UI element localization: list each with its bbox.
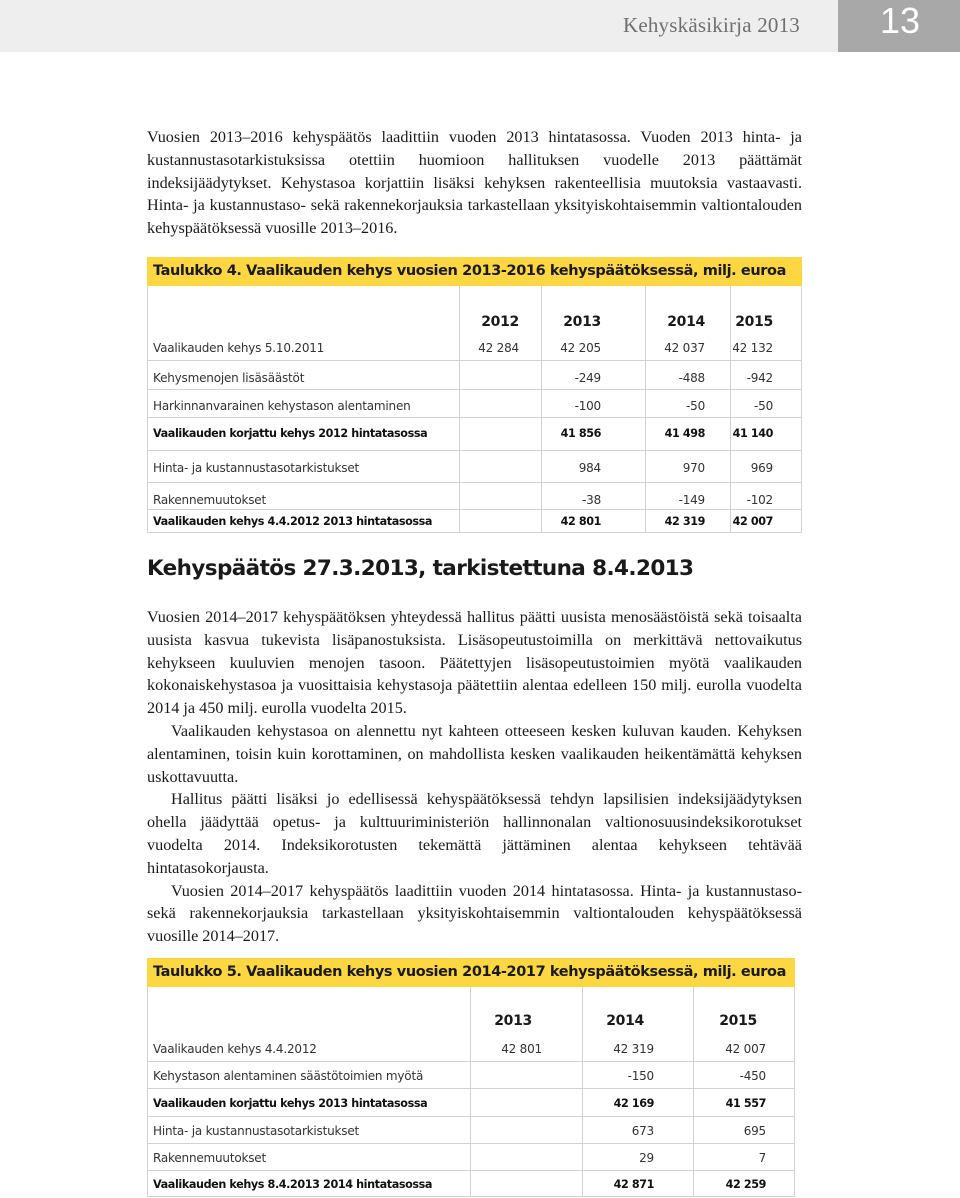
table-cell: -450	[739, 1069, 766, 1083]
table-cell: 42 801	[501, 1042, 542, 1056]
body-paragraph: Vuosien 2014–2017 kehyspäätöksen yhteydessä hallitus päätti uusista menosäästöistä sekä toisaalta uusista kasvua tukevista lisäpanostuksista. Lisäsopeutustoimilla on merkittävä nettovaikutus kehykseen kuuluvien menojen tasoon. Päätettyjen lisäsopeutustoimien myötä vaalikauden kokonaiskehystasoa ja vuosittaisia kehystasoja päätettiin alentaa edelleen 150 milj. eurolla vuodelta 2014 ja 450 milj. eurolla vuodelta 2015.	[147, 608, 802, 718]
table-cell: -149	[678, 493, 705, 507]
table-row-label: Vaalikauden kehys 8.4.2013 2014 hintatasossa	[153, 1178, 433, 1191]
table-row-divider	[148, 1061, 794, 1062]
table-cell: 42 259	[725, 1178, 766, 1191]
table5-year-header: 2015	[719, 1013, 757, 1029]
table-cell: -100	[574, 399, 601, 413]
table-row-label: Kehystason alentaminen säästötoimien myötä	[153, 1069, 424, 1083]
table-cell: 42 801	[560, 515, 601, 528]
table-cell: 41 557	[725, 1097, 766, 1110]
table-cell: 970	[682, 461, 705, 475]
table-row-label: Harkinnanvarainen kehystason alentaminen	[153, 399, 411, 413]
table-cell: 695	[743, 1124, 766, 1138]
body-paragraph: Vuosien 2014–2017 kehyspäätös laadittiin vuoden 2014 hintatasossa. Hinta- ja kustannustaso- sekä rakennekorjauksia tarkastellaan yksityiskohtaisemmin valtiontalouden kehyspäätöksessä vuosille 2014–2017.	[147, 881, 802, 946]
running-title: Kehyskäsikirja 2013	[622, 13, 800, 37]
table4-year-header: 2014	[667, 314, 705, 330]
table-cell: 673	[631, 1124, 654, 1138]
table-cell: 42 205	[560, 341, 601, 355]
intro-text: Vuosien 2013–2016 kehyspäätös laadittiin vuoden 2013 hintatasossa. Vuoden 2013 hinta- ja kustannustasotarkistuksissa otettiin huomioon hallituksen vuodelle 2013 päättämät indeksijäädytykset. Kehystasoa korjattiin lisäksi kehyksen rakenteellisia muutoksia vastaavasti. Hinta- ja kustannustaso- sekä rakennekorjauksia tarkastellaan yksityiskohtaisemmin valtiontalouden kehyspäätöksessä vuosille 2013–2016.	[147, 128, 802, 238]
table-cell: -38	[582, 493, 601, 507]
table-cell: 42 037	[664, 341, 705, 355]
table-row-label: Hinta- ja kustannustasotarkistukset	[153, 1124, 360, 1138]
table-row-label: Vaalikauden kehys 4.4.2012 2013 hintatasossa	[153, 515, 433, 528]
table-row-label: Vaalikauden korjattu kehys 2012 hintatasossa	[153, 427, 428, 440]
table-cell: 41 140	[732, 427, 773, 440]
page-number: 13	[838, 0, 960, 52]
table-row-divider	[148, 360, 801, 361]
body-paragraph: Hallitus päätti lisäksi jo edellisessä kehyspäätöksessä tehdyn lapsilisien indeksijäädytyksen ohella jäädyttää opetus- ja kulttuuriministeriön hallinnonalan valtionosuusindeksikorotukset vuodelta 2014. Indeksikorotusten tekemättä jättäminen alentaa kehykseen tehtävää hintatasokorjausta.	[147, 790, 802, 877]
table-cell: 42 169	[613, 1097, 654, 1110]
table4-year-header: 2013	[563, 314, 601, 330]
table-row-divider	[148, 389, 801, 390]
intro-paragraph	[147, 126, 802, 240]
table-cell: 42 007	[725, 1042, 766, 1056]
table-cell: -488	[678, 371, 705, 385]
table-cell: -102	[746, 493, 773, 507]
table5-col-divider	[693, 987, 694, 1196]
table-row-label: Rakennemuutokset	[153, 1151, 266, 1165]
table-row-label: Rakennemuutokset	[153, 493, 266, 507]
table-cell: 41 498	[664, 427, 705, 440]
table-cell: 42 871	[613, 1178, 654, 1191]
section-heading: Kehyspäätös 27.3.2013, tarkistettuna 8.4.2013	[147, 556, 694, 581]
table-cell: 969	[750, 461, 773, 475]
body-paragraphs	[147, 606, 802, 948]
table-row-divider	[148, 450, 801, 451]
table-cell: -150	[627, 1069, 654, 1083]
table-row-label: Vaalikauden kehys 4.4.2012	[153, 1042, 317, 1056]
table5-title: Taulukko 5. Vaalikauden kehys vuosien 2014-2017 kehyspäätöksessä, milj. euroa	[147, 958, 795, 987]
table-cell: 42 319	[664, 515, 705, 528]
table-cell: 42 319	[613, 1042, 654, 1056]
table-row-label: Kehysmenojen lisäsäästöt	[153, 371, 305, 385]
table-cell: 41 856	[560, 427, 601, 440]
table-cell: 42 007	[732, 515, 773, 528]
table5-year-header: 2013	[494, 1013, 532, 1029]
table5-year-header: 2014	[606, 1013, 644, 1029]
table-cell: 29	[639, 1151, 654, 1165]
table-cell: -942	[746, 371, 773, 385]
table4-year-header: 2012	[481, 314, 519, 330]
table-row-divider	[148, 1170, 794, 1171]
table5-col-divider	[582, 987, 583, 1196]
table-row-divider	[148, 482, 801, 483]
table-row-divider	[148, 1116, 794, 1117]
table-row-label: Vaalikauden kehys 5.10.2011	[153, 341, 325, 355]
table-row-divider	[148, 1143, 794, 1144]
table-row-divider	[148, 509, 801, 510]
table5-col-divider	[470, 987, 471, 1196]
table-cell: -50	[686, 399, 705, 413]
body-paragraph: Vaalikauden kehystasoa on alennettu nyt kahteen otteeseen kesken kuluvan kauden. Kehyksen alentaminen, toisin kuin korottaminen, on mahdollista kesken vaalikauden heikentämättä kehyksen uskottavuutta.	[147, 721, 802, 786]
table-cell: -249	[574, 371, 601, 385]
table-row-divider	[148, 1088, 794, 1089]
table4-year-header: 2015	[735, 314, 773, 330]
table4-title: Taulukko 4. Vaalikauden kehys vuosien 2013-2016 kehyspäätöksessä, milj. euroa	[147, 257, 802, 286]
table-row-label: Hinta- ja kustannustasotarkistukset	[153, 461, 360, 475]
table-cell: 42 284	[478, 341, 519, 355]
table-cell: -50	[754, 399, 773, 413]
table-cell: 42 132	[732, 341, 773, 355]
page-header	[0, 0, 960, 52]
table-row-divider	[148, 417, 801, 418]
table-row-label: Vaalikauden korjattu kehys 2013 hintatasossa	[153, 1097, 428, 1110]
table-cell: 984	[578, 461, 601, 475]
table-cell: 7	[758, 1151, 766, 1165]
